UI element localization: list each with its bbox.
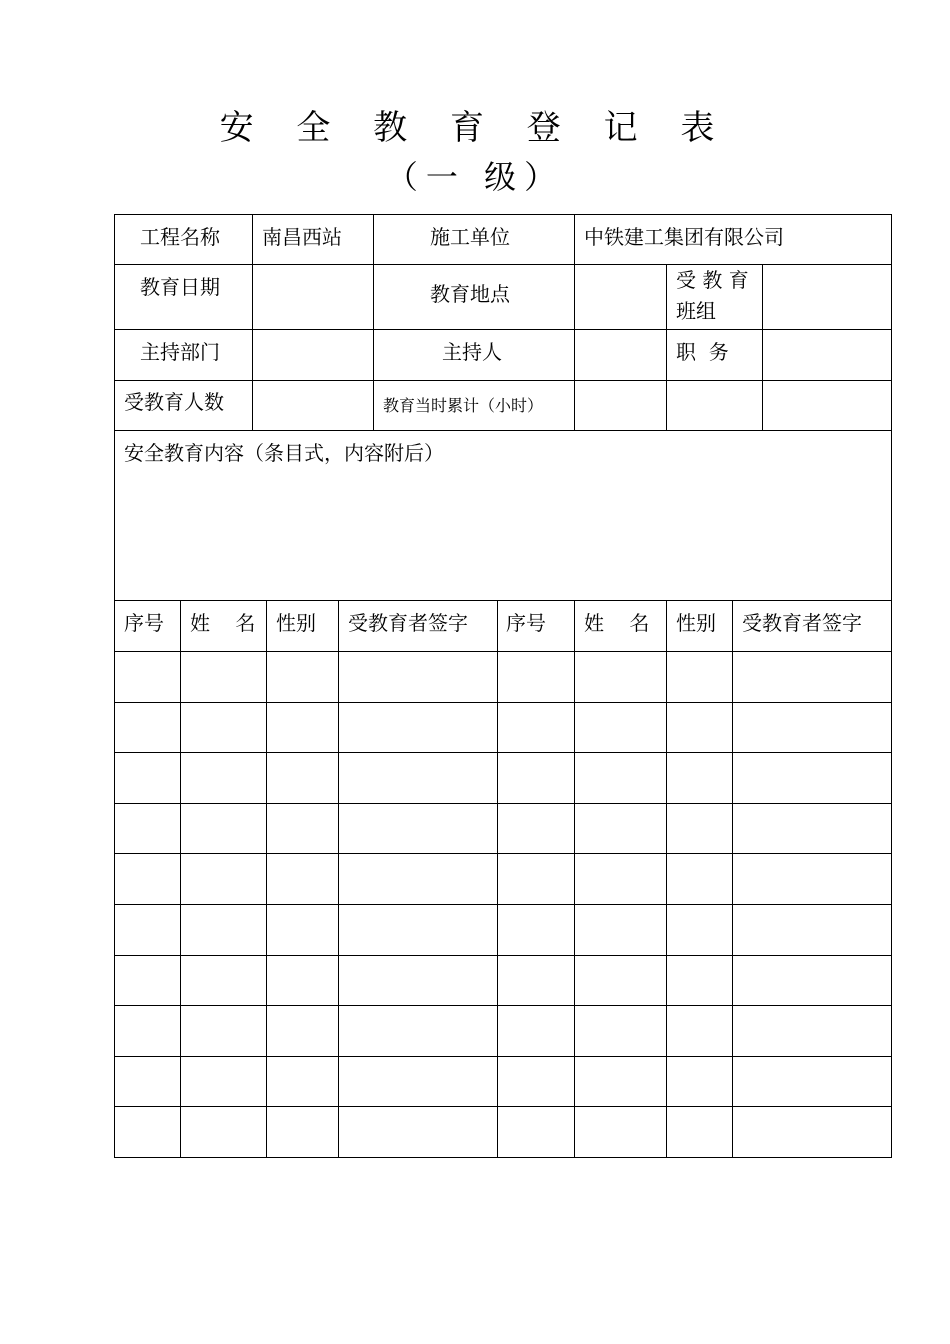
col-divider [497, 600, 498, 1158]
roster-header-name: 姓 名 [584, 611, 650, 635]
col-divider [180, 600, 181, 1158]
education-date-label: 教育日期 [140, 275, 220, 299]
row-divider [114, 600, 892, 601]
project-name-value[interactable]: 南昌西站 [262, 225, 342, 249]
row-divider [114, 264, 892, 265]
col-divider [666, 600, 667, 1158]
roster-row [114, 904, 892, 905]
row-divider [114, 380, 892, 381]
roster-row [114, 853, 892, 854]
col-divider [266, 600, 267, 1158]
roster-header-serial: 序号 [506, 611, 546, 635]
roster-row [114, 1056, 892, 1057]
col-divider [373, 214, 374, 430]
cumulative-hours-label: 教育当时累计（小时） [383, 396, 544, 415]
construction-unit-label: 施工单位 [430, 225, 510, 249]
project-name-label: 工程名称 [140, 225, 220, 249]
row-divider [114, 329, 892, 330]
form-subtitle: （一 级） [385, 158, 565, 196]
col-divider [762, 264, 763, 430]
host-department-label: 主持部门 [140, 340, 220, 364]
col-divider [666, 264, 667, 430]
roster-header-signature: 受教育者签字 [348, 611, 468, 635]
roster-row [114, 702, 892, 703]
roster-header-name: 姓 名 [190, 611, 256, 635]
roster-row [114, 752, 892, 753]
form-table [114, 214, 892, 1158]
col-divider [252, 214, 253, 430]
host-person-label: 主持人 [442, 340, 502, 364]
roster-row [114, 1106, 892, 1107]
col-divider [338, 600, 339, 1158]
col-divider [732, 600, 733, 1158]
roster-row [114, 955, 892, 956]
education-location-label: 教育地点 [430, 282, 510, 306]
educated-team-label-line1: 受 教 育 [676, 268, 749, 292]
educated-count-label: 受教育人数 [124, 390, 224, 414]
roster-row [114, 1005, 892, 1006]
educated-team-label-line2: 班组 [676, 299, 716, 323]
position-label: 职 务 [676, 340, 729, 364]
row-divider [114, 430, 892, 431]
content-label: 安全教育内容（条目式，内容附后） [124, 441, 444, 465]
roster-row [114, 803, 892, 804]
roster-header-serial: 序号 [124, 611, 164, 635]
roster-header-gender: 性别 [676, 611, 716, 635]
roster-row [114, 651, 892, 652]
roster-header-gender: 性别 [276, 611, 316, 635]
roster-header-signature: 受教育者签字 [742, 611, 862, 635]
form-title: 安 全 教 育 登 记 表 [219, 108, 731, 148]
col-divider [574, 600, 575, 1158]
construction-unit-value[interactable]: 中铁建工集团有限公司 [584, 225, 784, 249]
col-divider [574, 214, 575, 430]
